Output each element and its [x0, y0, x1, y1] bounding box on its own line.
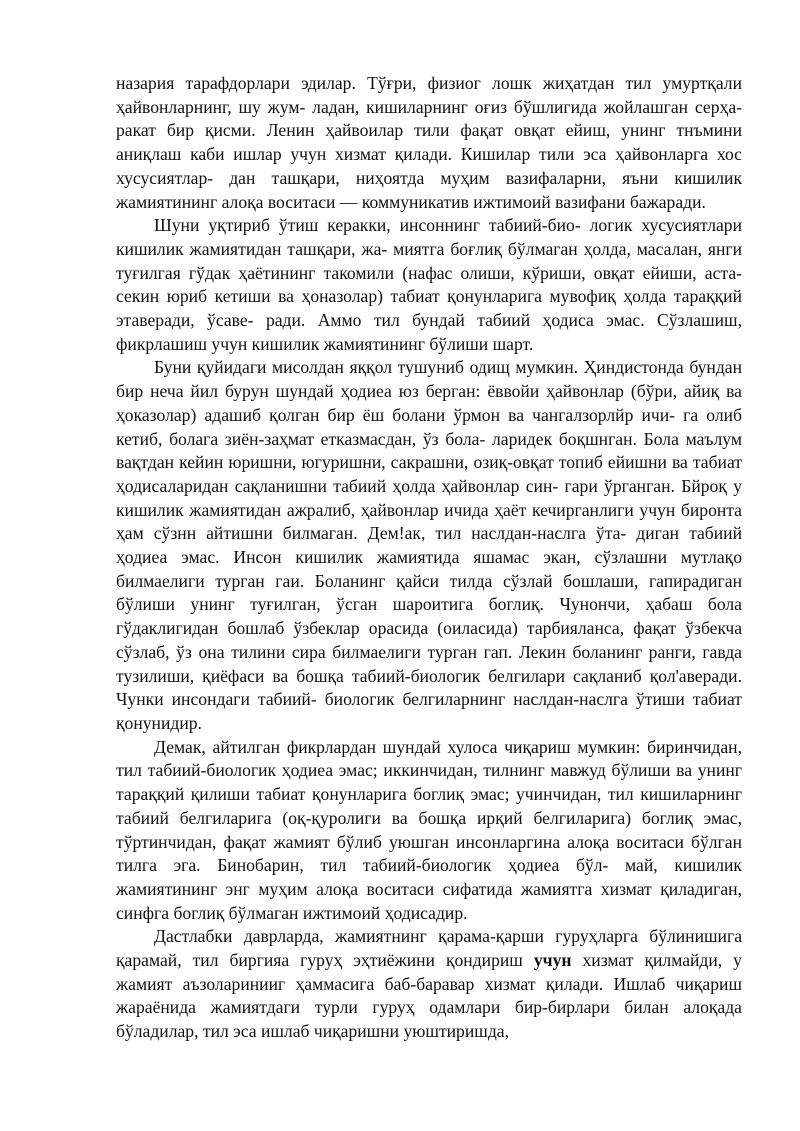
paragraph-3-text: Буни қуйидаги мисолдан яққол тушуниб одищ мумкин. Ҳиндистонда бундан бир неча йил бурун шундай ҳодиеа юз берган: ёввойи ҳайвонлар (бўри, айиқ ва ҳоказолар) адашиб қолган бир ёш болани ўрмон ва чангалзорлйр ичи- га олиб кетиб, болага зиён-заҳмат етказмасдан, ўз бола- ларидек боқшнган. Бола маълум вақтдан кейин юришни, югуришни, сакрашни, озиқ-овқат топиб ейишни ва табиат ҳодисаларидан сақланишни табиий ҳолда ҳайвонлар син- гари ўрганган. Бйроқ у кишилик жамиятидан ажралиб, ҳайвонлар ичида ҳаёт кечирганлиги учун биронта ҳам сўзнн айтишни билмаган. Дем!ак, тил наслдан-наслга ўта- диган табиий ҳодиеа эмас. Инсон кишилик жамиятида яшамас экан, сўзлашни мутлақо билмаелиги турган гаи. Боланинг қайси тилда сўзлай бошлаши, гапирадиган бўлиши унинг туғилган, ўсган шароитига боглиқ. Чунончи, ҳабаш бола гўдаклигидан бошлаб ўзбеклар орасида (оиласида) тарбияланса, фақат ўзбекча сўзлаб, ўз она тилини сира билмаелиги турган гап. Лекин боланинг ранги, гавда тузилиши, қиёфаси ва бошқа табиий-биологик белгилари сақланиб қол'аверади. Чунки инсондаги табиий- биологик белгиларнинг наслдан-наслга ўтиши табиат қонунидир.: [116, 357, 742, 733]
document-page: [116, 72, 742, 1044]
paragraph-5-bold-word: учун: [533, 950, 572, 971]
paragraph-2: [116, 214, 742, 356]
paragraph-4-text: Демак, айтилган фикрлардан шундай хулоса чиқариш мумкин: биринчидан, тил табиий-биологик ҳодиеа эмас; иккинчидан, тилнинг мавжуд бўлиши ва унинг тараққий қилиши табиат қонунларига боглиқ эмас; учинчидан, тил кишиларнинг табиий белгиларига (оқ-қуролиги ва бошқа ирқий белгиларига) боглиқ эмас, тўртинчидан, фақат жамият бўлиб уюшган инсонларгина алоқа воситаси бўлган тилга эга. Бинобарин, тил табиий-биологик ҳодиеа бўл- май, кишилик жамиятининг энг муҳим алоқа воситаси сифатида жамиятга хизмат қиладиган, синфга боглиқ бўлмаган ижтимоий ҳодисадир.: [116, 736, 742, 923]
paragraph-5-text-end: хизмат қилмайди, у жамият аъзоларинииг ҳаммасига баб-баравар хизмат қилади. Ишлаб чиқариш жараёнида жамиятдаги турли гуруҳ одамлари бир-бирлари билан алоқада бўладилар, тил эса ишлаб чиқаришни уюштиришда,: [116, 950, 742, 1042]
paragraph-3: [116, 356, 742, 735]
paragraph-4: [116, 736, 742, 926]
paragraph-5-text-start: Дастлабки даврларда, жамиятнинг қарама-қарши гуруҳларга бўлинишига қарамай, тил биргияа гуруҳ эҳтиёжини қондириш: [116, 926, 742, 971]
paragraph-1-text: назария тарафдорлари эдилар. Тўғри, физиог лошк жиҳатдан тил умуртқали ҳайвонларнинг, шу жум- ладан, кишиларнинг оғиз бўшлигида жойлашган серҳа- ракат бир қисми. Ленин ҳайвоилар тили фақат овқат ейиш, унинг тнъмини аниқлаш каби ишлар учун хизмат қилади. Кишилар тили эса ҳайвонларга хос хусусиятлар- дан ташқари, ниҳоятда муҳим вазифаларни, яъни кишилик жамиятининг алоқа воситаси — коммуникатив ижтимоий вазифани бажаради.: [116, 73, 742, 212]
paragraph-2-text: Шуни уқтириб ўтиш керакки, инсоннинг табиий-био- логик хусусиятлари кишилик жамиятидан ташқари, жа- миятга боғлиқ бўлмаган ҳолда, масалан, янги туғилгая гўдак ҳаётининг такомили (нафас олиши, кўриши, овқат ейиши, аста-секин юриб кетиши ва ҳоназолар) табиат қонунларига мувофиқ ҳолда тараққий этаверади, ўсаве- ради. Аммо тил бундай табиий ҳодиса эмас. Сўзлашиш, фикрлашиш учун кишилик жамиятининг бўлиши шарт.: [116, 215, 742, 354]
paragraph-5: [116, 925, 742, 1044]
paragraph-1: [116, 72, 742, 214]
